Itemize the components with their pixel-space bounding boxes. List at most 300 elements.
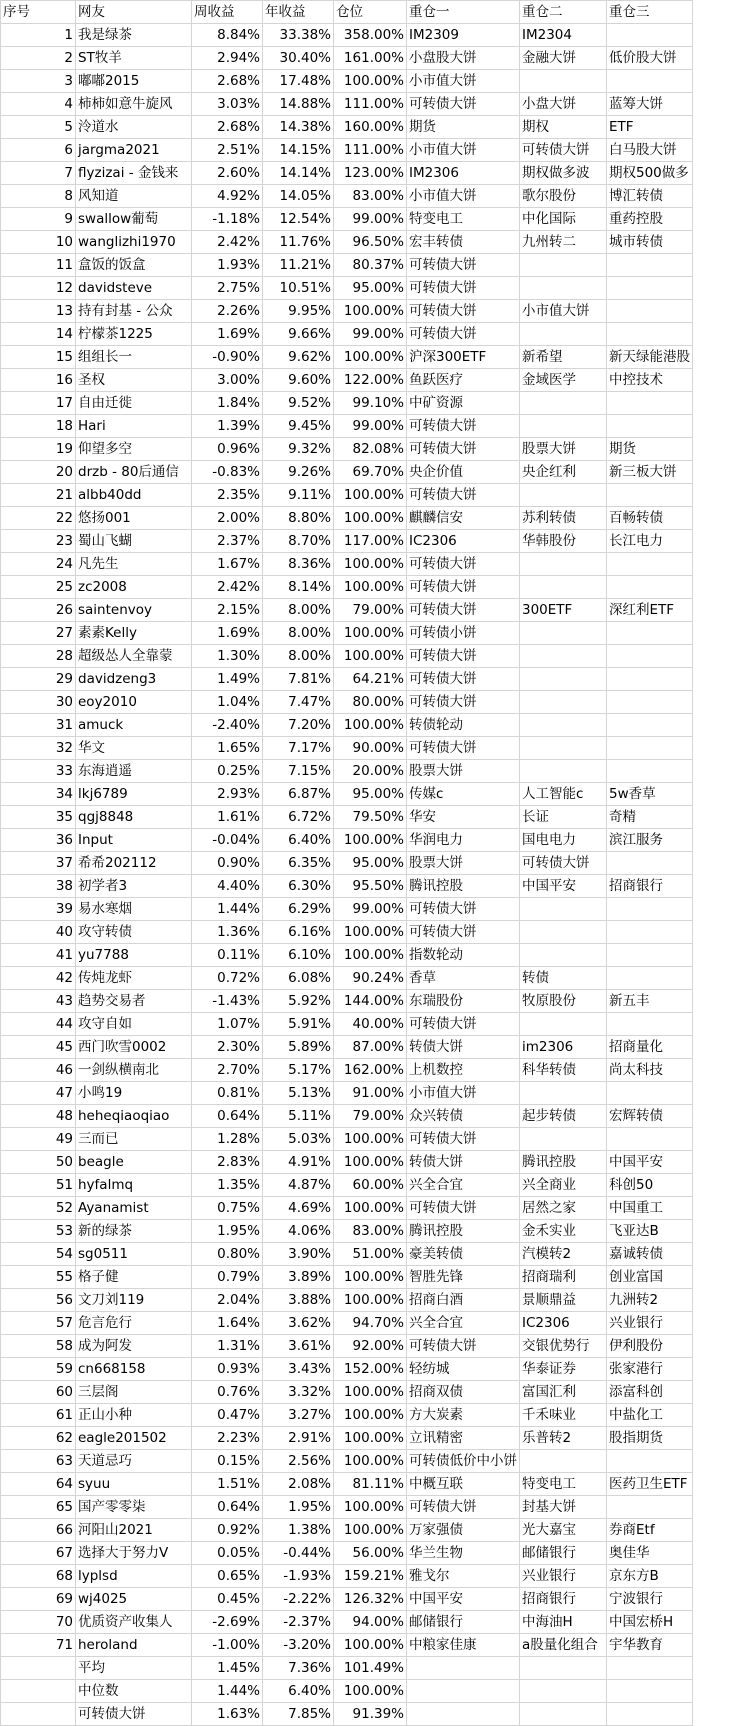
cell-weekly-return[interactable]: 1.63% xyxy=(192,1703,263,1726)
cell-holding-3[interactable]: 博汇转债 xyxy=(607,185,693,208)
cell-user[interactable]: 成为阿发 xyxy=(76,1335,192,1358)
cell-seq[interactable]: 13 xyxy=(1,300,76,323)
cell-holding-2[interactable] xyxy=(520,1703,607,1726)
cell-position[interactable]: 56.00% xyxy=(334,1542,407,1565)
cell-weekly-return[interactable]: 2.30% xyxy=(192,1036,263,1059)
cell-position[interactable]: 144.00% xyxy=(334,990,407,1013)
cell-weekly-return[interactable]: 2.35% xyxy=(192,484,263,507)
cell-seq[interactable]: 16 xyxy=(1,369,76,392)
cell-user[interactable]: qgj8848 xyxy=(76,806,192,829)
cell-holding-2[interactable]: 腾讯控股 xyxy=(520,1151,607,1174)
cell-weekly-return[interactable]: 2.23% xyxy=(192,1427,263,1450)
cell-seq[interactable]: 39 xyxy=(1,898,76,921)
cell-holding-2[interactable]: 股票大饼 xyxy=(520,438,607,461)
cell-position[interactable]: 100.00% xyxy=(334,1496,407,1519)
cell-annual-return[interactable]: 6.35% xyxy=(263,852,334,875)
cell-holding-3[interactable]: 奥佳华 xyxy=(607,1542,693,1565)
cell-holding-2[interactable]: 乐普转2 xyxy=(520,1427,607,1450)
cell-position[interactable]: 99.10% xyxy=(334,392,407,415)
cell-holding-1[interactable]: 众兴转债 xyxy=(407,1105,520,1128)
cell-holding-1[interactable]: 可转债大饼 xyxy=(407,576,520,599)
cell-annual-return[interactable]: -2.37% xyxy=(263,1611,334,1634)
cell-holding-1[interactable]: 可转债大饼 xyxy=(407,737,520,760)
cell-position[interactable]: 81.11% xyxy=(334,1473,407,1496)
cell-user[interactable]: 选择大于努力V xyxy=(76,1542,192,1565)
cell-user[interactable]: davidzeng3 xyxy=(76,668,192,691)
cell-annual-return[interactable]: 9.32% xyxy=(263,438,334,461)
cell-user[interactable]: lkj6789 xyxy=(76,783,192,806)
cell-holding-3[interactable] xyxy=(607,484,693,507)
cell-user[interactable]: yu7788 xyxy=(76,944,192,967)
cell-holding-2[interactable] xyxy=(520,1680,607,1703)
cell-weekly-return[interactable]: 1.84% xyxy=(192,392,263,415)
cell-holding-3[interactable] xyxy=(607,668,693,691)
cell-holding-3[interactable]: 期货 xyxy=(607,438,693,461)
cell-holding-3[interactable]: 股指期货 xyxy=(607,1427,693,1450)
cell-holding-2[interactable]: 封基大饼 xyxy=(520,1496,607,1519)
cell-weekly-return[interactable]: 1.51% xyxy=(192,1473,263,1496)
cell-weekly-return[interactable]: 2.60% xyxy=(192,162,263,185)
cell-holding-3[interactable] xyxy=(607,277,693,300)
cell-weekly-return[interactable]: 0.45% xyxy=(192,1588,263,1611)
cell-annual-return[interactable]: -1.93% xyxy=(263,1565,334,1588)
cell-holding-3[interactable]: 中国宏桥H xyxy=(607,1611,693,1634)
cell-user[interactable]: 三而已 xyxy=(76,1128,192,1151)
cell-holding-2[interactable]: 央企红利 xyxy=(520,461,607,484)
cell-weekly-return[interactable]: 1.31% xyxy=(192,1335,263,1358)
cell-holding-2[interactable] xyxy=(520,760,607,783)
cell-weekly-return[interactable]: 1.44% xyxy=(192,1680,263,1703)
cell-annual-return[interactable]: 4.69% xyxy=(263,1197,334,1220)
cell-seq[interactable]: 51 xyxy=(1,1174,76,1197)
cell-holding-1[interactable]: 东瑞股份 xyxy=(407,990,520,1013)
cell-seq[interactable]: 24 xyxy=(1,553,76,576)
cell-position[interactable]: 51.00% xyxy=(334,1243,407,1266)
cell-holding-3[interactable] xyxy=(607,898,693,921)
cell-annual-return[interactable]: 3.43% xyxy=(263,1358,334,1381)
cell-holding-1[interactable]: 香草 xyxy=(407,967,520,990)
cell-holding-2[interactable]: 金禾实业 xyxy=(520,1220,607,1243)
cell-holding-2[interactable]: 歌尔股份 xyxy=(520,185,607,208)
cell-holding-2[interactable]: 期权 xyxy=(520,116,607,139)
cell-weekly-return[interactable]: 2.00% xyxy=(192,507,263,530)
cell-seq[interactable]: 19 xyxy=(1,438,76,461)
cell-annual-return[interactable]: 6.10% xyxy=(263,944,334,967)
cell-holding-2[interactable]: 可转债大饼 xyxy=(520,139,607,162)
cell-position[interactable]: 99.00% xyxy=(334,323,407,346)
cell-holding-2[interactable] xyxy=(520,714,607,737)
cell-holding-2[interactable]: 华韩股份 xyxy=(520,530,607,553)
cell-holding-3[interactable] xyxy=(607,1450,693,1473)
cell-seq[interactable]: 9 xyxy=(1,208,76,231)
cell-user[interactable]: 泠道水 xyxy=(76,116,192,139)
cell-seq[interactable]: 52 xyxy=(1,1197,76,1220)
cell-annual-return[interactable]: 7.36% xyxy=(263,1657,334,1680)
cell-user[interactable]: 东海逍遥 xyxy=(76,760,192,783)
cell-holding-1[interactable]: 可转债大饼 xyxy=(407,645,520,668)
cell-annual-return[interactable]: 12.54% xyxy=(263,208,334,231)
cell-holding-2[interactable]: a股量化组合 xyxy=(520,1634,607,1657)
cell-seq[interactable]: 18 xyxy=(1,415,76,438)
cell-holding-1[interactable]: 中矿资源 xyxy=(407,392,520,415)
cell-holding-1[interactable] xyxy=(407,1680,520,1703)
cell-seq[interactable] xyxy=(1,1703,76,1726)
cell-annual-return[interactable]: 7.15% xyxy=(263,760,334,783)
cell-holding-3[interactable] xyxy=(607,24,693,47)
cell-holding-3[interactable]: 医药卫生ETF xyxy=(607,1473,693,1496)
cell-annual-return[interactable]: 2.56% xyxy=(263,1450,334,1473)
cell-seq[interactable]: 64 xyxy=(1,1473,76,1496)
cell-holding-3[interactable] xyxy=(607,254,693,277)
cell-weekly-return[interactable]: 0.90% xyxy=(192,852,263,875)
cell-seq[interactable]: 69 xyxy=(1,1588,76,1611)
cell-user[interactable]: 三层阁 xyxy=(76,1381,192,1404)
cell-holding-2[interactable] xyxy=(520,1013,607,1036)
cell-annual-return[interactable]: 2.91% xyxy=(263,1427,334,1450)
cell-holding-1[interactable]: 轻纺城 xyxy=(407,1358,520,1381)
cell-weekly-return[interactable]: 2.68% xyxy=(192,116,263,139)
cell-holding-3[interactable] xyxy=(607,737,693,760)
cell-holding-1[interactable]: 转债轮动 xyxy=(407,714,520,737)
cell-holding-1[interactable]: 可转债大饼 xyxy=(407,1128,520,1151)
cell-holding-1[interactable]: 特变电工 xyxy=(407,208,520,231)
cell-holding-2[interactable]: 千禾味业 xyxy=(520,1404,607,1427)
cell-user[interactable]: 攻守转债 xyxy=(76,921,192,944)
cell-user[interactable]: 组组长一 xyxy=(76,346,192,369)
cell-annual-return[interactable]: 14.88% xyxy=(263,93,334,116)
cell-seq[interactable]: 54 xyxy=(1,1243,76,1266)
cell-annual-return[interactable]: 6.08% xyxy=(263,967,334,990)
cell-holding-2[interactable]: 招商瑞利 xyxy=(520,1266,607,1289)
cell-annual-return[interactable]: -2.22% xyxy=(263,1588,334,1611)
cell-holding-3[interactable] xyxy=(607,1703,693,1726)
cell-holding-2[interactable] xyxy=(520,898,607,921)
cell-holding-1[interactable] xyxy=(407,1657,520,1680)
cell-user[interactable]: wanglizhi1970 xyxy=(76,231,192,254)
cell-seq[interactable]: 30 xyxy=(1,691,76,714)
cell-weekly-return[interactable]: 2.37% xyxy=(192,530,263,553)
cell-holding-2[interactable]: 起步转债 xyxy=(520,1105,607,1128)
cell-holding-1[interactable]: 小市值大饼 xyxy=(407,1082,520,1105)
cell-user[interactable]: Input xyxy=(76,829,192,852)
cell-user[interactable]: saintenvoy xyxy=(76,599,192,622)
cell-seq[interactable]: 42 xyxy=(1,967,76,990)
cell-position[interactable]: 69.70% xyxy=(334,461,407,484)
cell-position[interactable]: 111.00% xyxy=(334,93,407,116)
cell-seq[interactable]: 2 xyxy=(1,47,76,70)
cell-holding-1[interactable]: 招商双债 xyxy=(407,1381,520,1404)
cell-holding-3[interactable]: 中盐化工 xyxy=(607,1404,693,1427)
cell-holding-1[interactable]: 可转债大饼 xyxy=(407,1197,520,1220)
cell-holding-1[interactable]: 腾讯控股 xyxy=(407,875,520,898)
cell-holding-3[interactable]: ETF xyxy=(607,116,693,139)
cell-seq[interactable]: 23 xyxy=(1,530,76,553)
cell-user[interactable]: eagle201502 xyxy=(76,1427,192,1450)
cell-holding-1[interactable]: 小盘股大饼 xyxy=(407,47,520,70)
cell-annual-return[interactable]: 1.38% xyxy=(263,1519,334,1542)
cell-position[interactable]: 100.00% xyxy=(334,1634,407,1657)
cell-weekly-return[interactable]: 0.93% xyxy=(192,1358,263,1381)
cell-annual-return[interactable]: 4.87% xyxy=(263,1174,334,1197)
cell-position[interactable]: 100.00% xyxy=(334,1427,407,1450)
cell-user[interactable]: 易水寒烟 xyxy=(76,898,192,921)
cell-weekly-return[interactable]: 2.04% xyxy=(192,1289,263,1312)
cell-holding-3[interactable] xyxy=(607,1013,693,1036)
cell-holding-1[interactable]: 可转债大饼 xyxy=(407,1335,520,1358)
cell-holding-1[interactable]: 小市值大饼 xyxy=(407,185,520,208)
cell-weekly-return[interactable]: 0.79% xyxy=(192,1266,263,1289)
cell-weekly-return[interactable]: 0.76% xyxy=(192,1381,263,1404)
cell-user[interactable]: amuck xyxy=(76,714,192,737)
cell-seq[interactable] xyxy=(1,1680,76,1703)
cell-annual-return[interactable]: 11.21% xyxy=(263,254,334,277)
header-annual-return[interactable]: 年收益 xyxy=(263,1,334,24)
cell-position[interactable]: 80.37% xyxy=(334,254,407,277)
cell-weekly-return[interactable]: 2.75% xyxy=(192,277,263,300)
cell-holding-2[interactable]: 居然之家 xyxy=(520,1197,607,1220)
cell-weekly-return[interactable]: -0.90% xyxy=(192,346,263,369)
cell-position[interactable]: 100.00% xyxy=(334,70,407,93)
cell-weekly-return[interactable]: 4.40% xyxy=(192,875,263,898)
cell-weekly-return[interactable]: 1.28% xyxy=(192,1128,263,1151)
cell-position[interactable]: 122.00% xyxy=(334,369,407,392)
cell-position[interactable]: 100.00% xyxy=(334,553,407,576)
cell-holding-3[interactable]: 长江电力 xyxy=(607,530,693,553)
cell-weekly-return[interactable]: 1.65% xyxy=(192,737,263,760)
cell-user[interactable]: 素素Kelly xyxy=(76,622,192,645)
cell-position[interactable]: 161.00% xyxy=(334,47,407,70)
cell-annual-return[interactable]: 8.36% xyxy=(263,553,334,576)
cell-annual-return[interactable]: 9.95% xyxy=(263,300,334,323)
cell-annual-return[interactable]: 6.87% xyxy=(263,783,334,806)
cell-holding-2[interactable]: 中化国际 xyxy=(520,208,607,231)
cell-holding-3[interactable] xyxy=(607,300,693,323)
cell-weekly-return[interactable]: 0.92% xyxy=(192,1519,263,1542)
cell-seq[interactable]: 66 xyxy=(1,1519,76,1542)
header-holding-2[interactable]: 重仓二 xyxy=(520,1,607,24)
cell-weekly-return[interactable]: 0.15% xyxy=(192,1450,263,1473)
cell-seq[interactable]: 57 xyxy=(1,1312,76,1335)
cell-annual-return[interactable]: 8.00% xyxy=(263,622,334,645)
cell-seq[interactable]: 12 xyxy=(1,277,76,300)
cell-holding-1[interactable]: IC2306 xyxy=(407,530,520,553)
cell-holding-1[interactable]: 雅戈尔 xyxy=(407,1565,520,1588)
cell-user[interactable]: 攻守自如 xyxy=(76,1013,192,1036)
cell-user[interactable]: beagle xyxy=(76,1151,192,1174)
cell-holding-1[interactable]: 可转债大饼 xyxy=(407,323,520,346)
cell-weekly-return[interactable]: 1.04% xyxy=(192,691,263,714)
cell-holding-1[interactable]: 可转债大饼 xyxy=(407,599,520,622)
cell-user[interactable]: hyfalmq xyxy=(76,1174,192,1197)
cell-seq[interactable]: 47 xyxy=(1,1082,76,1105)
cell-holding-1[interactable]: 兴全合宜 xyxy=(407,1312,520,1335)
cell-holding-3[interactable]: 创业富国 xyxy=(607,1266,693,1289)
cell-seq[interactable]: 28 xyxy=(1,645,76,668)
cell-weekly-return[interactable]: 1.39% xyxy=(192,415,263,438)
cell-holding-1[interactable]: 可转债大饼 xyxy=(407,93,520,116)
cell-holding-2[interactable]: 汽模转2 xyxy=(520,1243,607,1266)
cell-seq[interactable]: 20 xyxy=(1,461,76,484)
cell-position[interactable]: 100.00% xyxy=(334,944,407,967)
cell-seq[interactable]: 40 xyxy=(1,921,76,944)
cell-holding-2[interactable]: 小市值大饼 xyxy=(520,300,607,323)
cell-holding-3[interactable]: 期权500做多 xyxy=(607,162,693,185)
cell-position[interactable]: 100.00% xyxy=(334,645,407,668)
cell-user[interactable]: swallow葡萄 xyxy=(76,208,192,231)
cell-seq[interactable]: 26 xyxy=(1,599,76,622)
cell-position[interactable]: 111.00% xyxy=(334,139,407,162)
cell-position[interactable]: 100.00% xyxy=(334,346,407,369)
cell-seq[interactable]: 33 xyxy=(1,760,76,783)
cell-holding-3[interactable]: 招商量化 xyxy=(607,1036,693,1059)
cell-holding-3[interactable]: 飞亚达B xyxy=(607,1220,693,1243)
cell-user[interactable]: zc2008 xyxy=(76,576,192,599)
cell-holding-1[interactable]: 可转债大饼 xyxy=(407,484,520,507)
cell-holding-1[interactable]: 中概互联 xyxy=(407,1473,520,1496)
cell-weekly-return[interactable]: -1.00% xyxy=(192,1634,263,1657)
cell-holding-2[interactable] xyxy=(520,737,607,760)
cell-position[interactable]: 126.32% xyxy=(334,1588,407,1611)
cell-user[interactable]: ST牧羊 xyxy=(76,47,192,70)
cell-user[interactable]: 西门吹雪0002 xyxy=(76,1036,192,1059)
cell-seq[interactable]: 32 xyxy=(1,737,76,760)
cell-holding-2[interactable]: 富国汇利 xyxy=(520,1381,607,1404)
cell-user[interactable]: 天道忌巧 xyxy=(76,1450,192,1473)
cell-holding-1[interactable]: 可转债大饼 xyxy=(407,921,520,944)
cell-user[interactable]: flyzizai - 金钱来 xyxy=(76,162,192,185)
cell-holding-3[interactable] xyxy=(607,70,693,93)
cell-annual-return[interactable]: 4.91% xyxy=(263,1151,334,1174)
cell-holding-2[interactable]: 招商银行 xyxy=(520,1588,607,1611)
cell-position[interactable]: 100.00% xyxy=(334,576,407,599)
cell-holding-3[interactable]: 蓝筹大饼 xyxy=(607,93,693,116)
cell-user[interactable]: 蜀山飞蝴 xyxy=(76,530,192,553)
cell-holding-3[interactable]: 科创50 xyxy=(607,1174,693,1197)
cell-holding-2[interactable] xyxy=(520,576,607,599)
cell-user[interactable]: 凡先生 xyxy=(76,553,192,576)
cell-user[interactable]: cn668158 xyxy=(76,1358,192,1381)
cell-holding-2[interactable]: 苏利转债 xyxy=(520,507,607,530)
cell-position[interactable]: 100.00% xyxy=(334,1151,407,1174)
cell-weekly-return[interactable]: 2.42% xyxy=(192,231,263,254)
cell-position[interactable]: 100.00% xyxy=(334,1450,407,1473)
cell-user[interactable]: Ayanamist xyxy=(76,1197,192,1220)
cell-position[interactable]: 90.00% xyxy=(334,737,407,760)
cell-position[interactable]: 100.00% xyxy=(334,714,407,737)
cell-position[interactable]: 162.00% xyxy=(334,1059,407,1082)
cell-weekly-return[interactable]: 1.07% xyxy=(192,1013,263,1036)
cell-holding-2[interactable]: 兴业银行 xyxy=(520,1565,607,1588)
cell-weekly-return[interactable]: 1.36% xyxy=(192,921,263,944)
cell-holding-1[interactable]: 豪美转债 xyxy=(407,1243,520,1266)
cell-annual-return[interactable]: 3.61% xyxy=(263,1335,334,1358)
cell-position[interactable]: 94.00% xyxy=(334,1611,407,1634)
cell-holding-3[interactable]: 宇华教育 xyxy=(607,1634,693,1657)
cell-annual-return[interactable]: 6.40% xyxy=(263,829,334,852)
cell-weekly-return[interactable]: 0.72% xyxy=(192,967,263,990)
cell-weekly-return[interactable]: 2.26% xyxy=(192,300,263,323)
cell-holding-1[interactable]: 股票大饼 xyxy=(407,760,520,783)
cell-holding-1[interactable]: 招商白酒 xyxy=(407,1289,520,1312)
cell-holding-3[interactable] xyxy=(607,967,693,990)
cell-holding-1[interactable]: 华润电力 xyxy=(407,829,520,852)
cell-annual-return[interactable]: 5.03% xyxy=(263,1128,334,1151)
cell-user[interactable]: eoy2010 xyxy=(76,691,192,714)
cell-annual-return[interactable]: 7.85% xyxy=(263,1703,334,1726)
cell-annual-return[interactable]: 3.90% xyxy=(263,1243,334,1266)
cell-holding-2[interactable]: 300ETF xyxy=(520,599,607,622)
cell-user[interactable]: davidsteve xyxy=(76,277,192,300)
cell-holding-3[interactable]: 京东方B xyxy=(607,1565,693,1588)
cell-weekly-return[interactable]: -1.43% xyxy=(192,990,263,1013)
cell-annual-return[interactable]: 7.17% xyxy=(263,737,334,760)
cell-annual-return[interactable]: 8.70% xyxy=(263,530,334,553)
cell-user[interactable]: 盒饭的饭盒 xyxy=(76,254,192,277)
cell-position[interactable]: 117.00% xyxy=(334,530,407,553)
cell-weekly-return[interactable]: -0.83% xyxy=(192,461,263,484)
cell-holding-2[interactable]: IC2306 xyxy=(520,1312,607,1335)
cell-seq[interactable]: 53 xyxy=(1,1220,76,1243)
cell-seq[interactable]: 50 xyxy=(1,1151,76,1174)
cell-user[interactable]: 正山小种 xyxy=(76,1404,192,1427)
cell-holding-3[interactable] xyxy=(607,1496,693,1519)
cell-weekly-return[interactable]: 2.93% xyxy=(192,783,263,806)
cell-annual-return[interactable]: 14.38% xyxy=(263,116,334,139)
cell-seq[interactable]: 8 xyxy=(1,185,76,208)
cell-position[interactable]: 100.00% xyxy=(334,1519,407,1542)
cell-holding-3[interactable]: 新天绿能港股 xyxy=(607,346,693,369)
cell-holding-1[interactable]: 期货 xyxy=(407,116,520,139)
cell-user[interactable]: 可转债大饼 xyxy=(76,1703,192,1726)
cell-position[interactable]: 60.00% xyxy=(334,1174,407,1197)
cell-weekly-return[interactable]: 1.64% xyxy=(192,1312,263,1335)
cell-holding-2[interactable] xyxy=(520,944,607,967)
cell-seq[interactable] xyxy=(1,1657,76,1680)
cell-holding-2[interactable]: 兴全商业 xyxy=(520,1174,607,1197)
cell-holding-2[interactable] xyxy=(520,415,607,438)
cell-holding-2[interactable]: 特变电工 xyxy=(520,1473,607,1496)
cell-annual-return[interactable]: 1.95% xyxy=(263,1496,334,1519)
cell-weekly-return[interactable]: 1.30% xyxy=(192,645,263,668)
cell-holding-1[interactable]: 中国平安 xyxy=(407,1588,520,1611)
cell-holding-3[interactable]: 百畅转债 xyxy=(607,507,693,530)
cell-position[interactable]: 96.50% xyxy=(334,231,407,254)
cell-holding-3[interactable]: 中国平安 xyxy=(607,1151,693,1174)
cell-weekly-return[interactable]: 0.11% xyxy=(192,944,263,967)
cell-user[interactable]: 风知道 xyxy=(76,185,192,208)
cell-weekly-return[interactable]: -2.40% xyxy=(192,714,263,737)
cell-position[interactable]: 358.00% xyxy=(334,24,407,47)
cell-holding-2[interactable]: IM2304 xyxy=(520,24,607,47)
cell-seq[interactable]: 6 xyxy=(1,139,76,162)
cell-holding-2[interactable]: 中国平安 xyxy=(520,875,607,898)
cell-user[interactable]: 新的绿茶 xyxy=(76,1220,192,1243)
cell-holding-1[interactable]: 沪深300ETF xyxy=(407,346,520,369)
cell-user[interactable]: 中位数 xyxy=(76,1680,192,1703)
cell-holding-1[interactable]: 鱼跃医疗 xyxy=(407,369,520,392)
cell-user[interactable]: 柿柿如意牛旋风 xyxy=(76,93,192,116)
cell-holding-1[interactable]: 腾讯控股 xyxy=(407,1220,520,1243)
cell-holding-2[interactable]: 中海油H xyxy=(520,1611,607,1634)
cell-seq[interactable]: 63 xyxy=(1,1450,76,1473)
cell-holding-3[interactable]: 重药控股 xyxy=(607,208,693,231)
cell-weekly-return[interactable]: 1.69% xyxy=(192,622,263,645)
cell-annual-return[interactable]: 14.15% xyxy=(263,139,334,162)
cell-holding-1[interactable]: 智胜先锋 xyxy=(407,1266,520,1289)
cell-holding-2[interactable]: im2306 xyxy=(520,1036,607,1059)
cell-annual-return[interactable]: 6.30% xyxy=(263,875,334,898)
cell-seq[interactable]: 14 xyxy=(1,323,76,346)
